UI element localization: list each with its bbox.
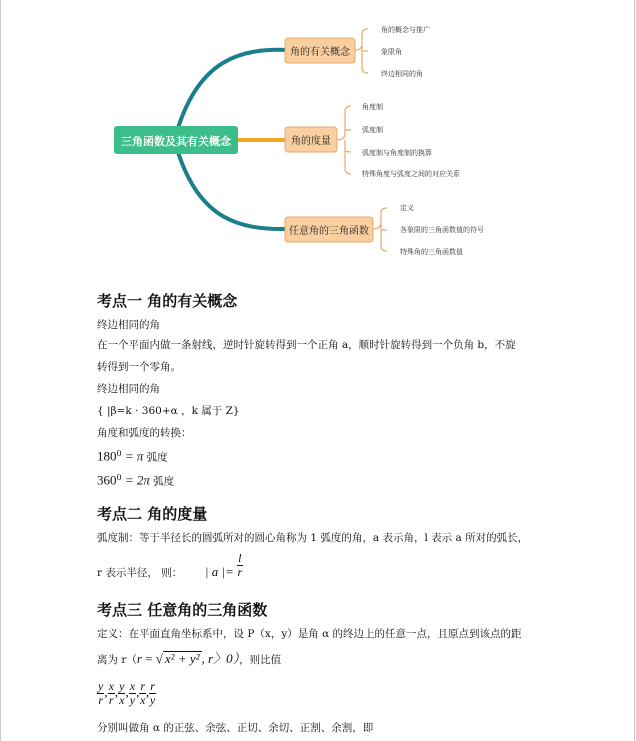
sec1-line-6: 角度和弧度的转换：: [97, 427, 192, 439]
ratio-2: [108, 680, 115, 707]
sec1-formula-1: [97, 447, 168, 465]
ratio-1-den: r: [98, 693, 103, 707]
sec3-line-2-end: ，则比值: [239, 654, 282, 666]
mindmap-leaf-2-3: 弧度制与角度制的换算: [362, 149, 432, 157]
sqrt-body: x² + y²: [164, 651, 200, 666]
sec3-line-2: [97, 651, 281, 667]
formula-1-deg: 180: [97, 448, 117, 464]
sec2-line-2-text: r 表示半径， 则：: [97, 566, 183, 579]
sec3-eq: =: [141, 651, 156, 666]
sqrt-sign: √: [155, 651, 163, 666]
formula-1-eq: = π: [121, 448, 147, 464]
ratio-3-den: x: [119, 693, 125, 707]
arc-formula-num: l: [238, 551, 242, 565]
arc-formula-den: r: [237, 565, 243, 579]
sec2-line-2: [97, 552, 243, 579]
mind-map: [0, 0, 636, 280]
ratio-1-num: y: [98, 679, 104, 693]
mindmap-leaf-3-1: 定义: [400, 204, 414, 212]
mindmap-connector-top: [178, 50, 288, 128]
mindmap-leaf-1-1: 角的概念与推广: [381, 26, 430, 34]
mindmap-root-label: 三角函数及其有关概念: [121, 135, 231, 148]
mindmap-bracket-2: [337, 106, 351, 174]
sec1-formula-2: [97, 471, 174, 489]
ratio-3-num: y: [119, 679, 125, 693]
ratio-4-den: y: [129, 693, 136, 707]
ratio-5: [139, 680, 146, 707]
mindmap-leaf-2-1: 角度制: [362, 103, 383, 111]
sec1-line-2: 在一个平面内做一条射线，逆时针旋转得到一个正角 a，顺时针旋转得到一个负角 b，不旋: [97, 339, 516, 351]
mindmap-leaf-3-3: 特殊角的三角函数值: [400, 248, 463, 256]
formula-1-sup: 0: [116, 449, 122, 458]
ratio-sep: ,: [104, 684, 108, 700]
mindmap-bracket-3: [373, 208, 387, 251]
sec1-line-4: 终边相同的角: [97, 383, 160, 395]
mindmap-branch-1-label: 角的有关概念: [290, 47, 350, 58]
formula-2-sup: 0: [116, 473, 122, 482]
ratio-6-num: r: [150, 679, 155, 693]
section-3-title: 考点三 任意角的三角函数: [97, 601, 268, 619]
mindmap-leaf-3-2: 各象限的三角函数值的符号: [400, 226, 484, 234]
mindmap-leaf-2-2: 弧度制: [362, 126, 383, 134]
sec3-line-2-a: 离为 r（: [97, 654, 137, 666]
mindmap-leaf-1-3: 终边相同的角: [381, 70, 423, 78]
mindmap-connector-bottom: [178, 152, 288, 229]
ratio-2-num: x: [108, 679, 114, 693]
sec1-line-1: 终边相同的角: [97, 319, 160, 331]
ratio-sep: ,: [125, 684, 129, 700]
ratio-4: [129, 680, 136, 707]
formula-1-word: 弧度: [146, 451, 168, 464]
arc-formula-lhs: | a |=: [204, 563, 234, 579]
ratio-6: [149, 680, 156, 707]
ratio-5-den: x: [139, 693, 146, 707]
mindmap-leaf-1-2: 象限角: [381, 48, 402, 56]
formula-2-deg: 360: [97, 472, 117, 488]
sec3-ratios: [97, 680, 156, 707]
ratio-sep: ,: [145, 684, 150, 700]
ratio-5-num: r: [140, 679, 145, 693]
ratio-4-num: x: [129, 679, 136, 693]
sec3-r: r: [136, 651, 142, 666]
ratio-sep: ,: [136, 684, 140, 700]
sec2-line-1: 弧度制：等于半径长的圆弧所对的圆心角称为 1 弧度的角，a 表示角，l 表示 a 所对的弧长，: [97, 532, 529, 544]
sec3-line-4: 分别叫做角 α 的正弦、余弦、正切、余切、正割、余割，即: [97, 722, 374, 734]
sec1-line-3: 转得到一个零角。: [97, 361, 181, 373]
mindmap-leaf-2-4: 特殊角度与弧度之间的对应关系: [362, 170, 460, 178]
section-2-title: 考点二 角的度量: [97, 505, 208, 523]
ratio-6-den: y: [149, 693, 156, 707]
sec3-line-1: 定义：在平面直角坐标系中，设 P（x，y）是角 α 的终边上的任意一点，且原点到该点的距: [97, 628, 522, 640]
ratio-sep: ,: [114, 684, 119, 700]
formula-2-word: 弧度: [153, 475, 175, 488]
ratio-2-den: r: [108, 693, 114, 707]
mindmap-branch-2-label: 角的度量: [291, 136, 331, 147]
sec3-tail: , r〉0）: [201, 651, 240, 666]
sec1-line-5: { |β=k · 360+α ，k 属于 Z}: [97, 405, 240, 417]
section-1-title: 考点一 角的有关概念: [97, 292, 238, 310]
arc-formula-fraction: [237, 552, 242, 579]
mindmap-branch-3-label: 任意角的三角函数: [289, 226, 369, 237]
formula-2-eq: = 2π: [121, 472, 154, 488]
mindmap-bracket-1: [355, 29, 368, 73]
